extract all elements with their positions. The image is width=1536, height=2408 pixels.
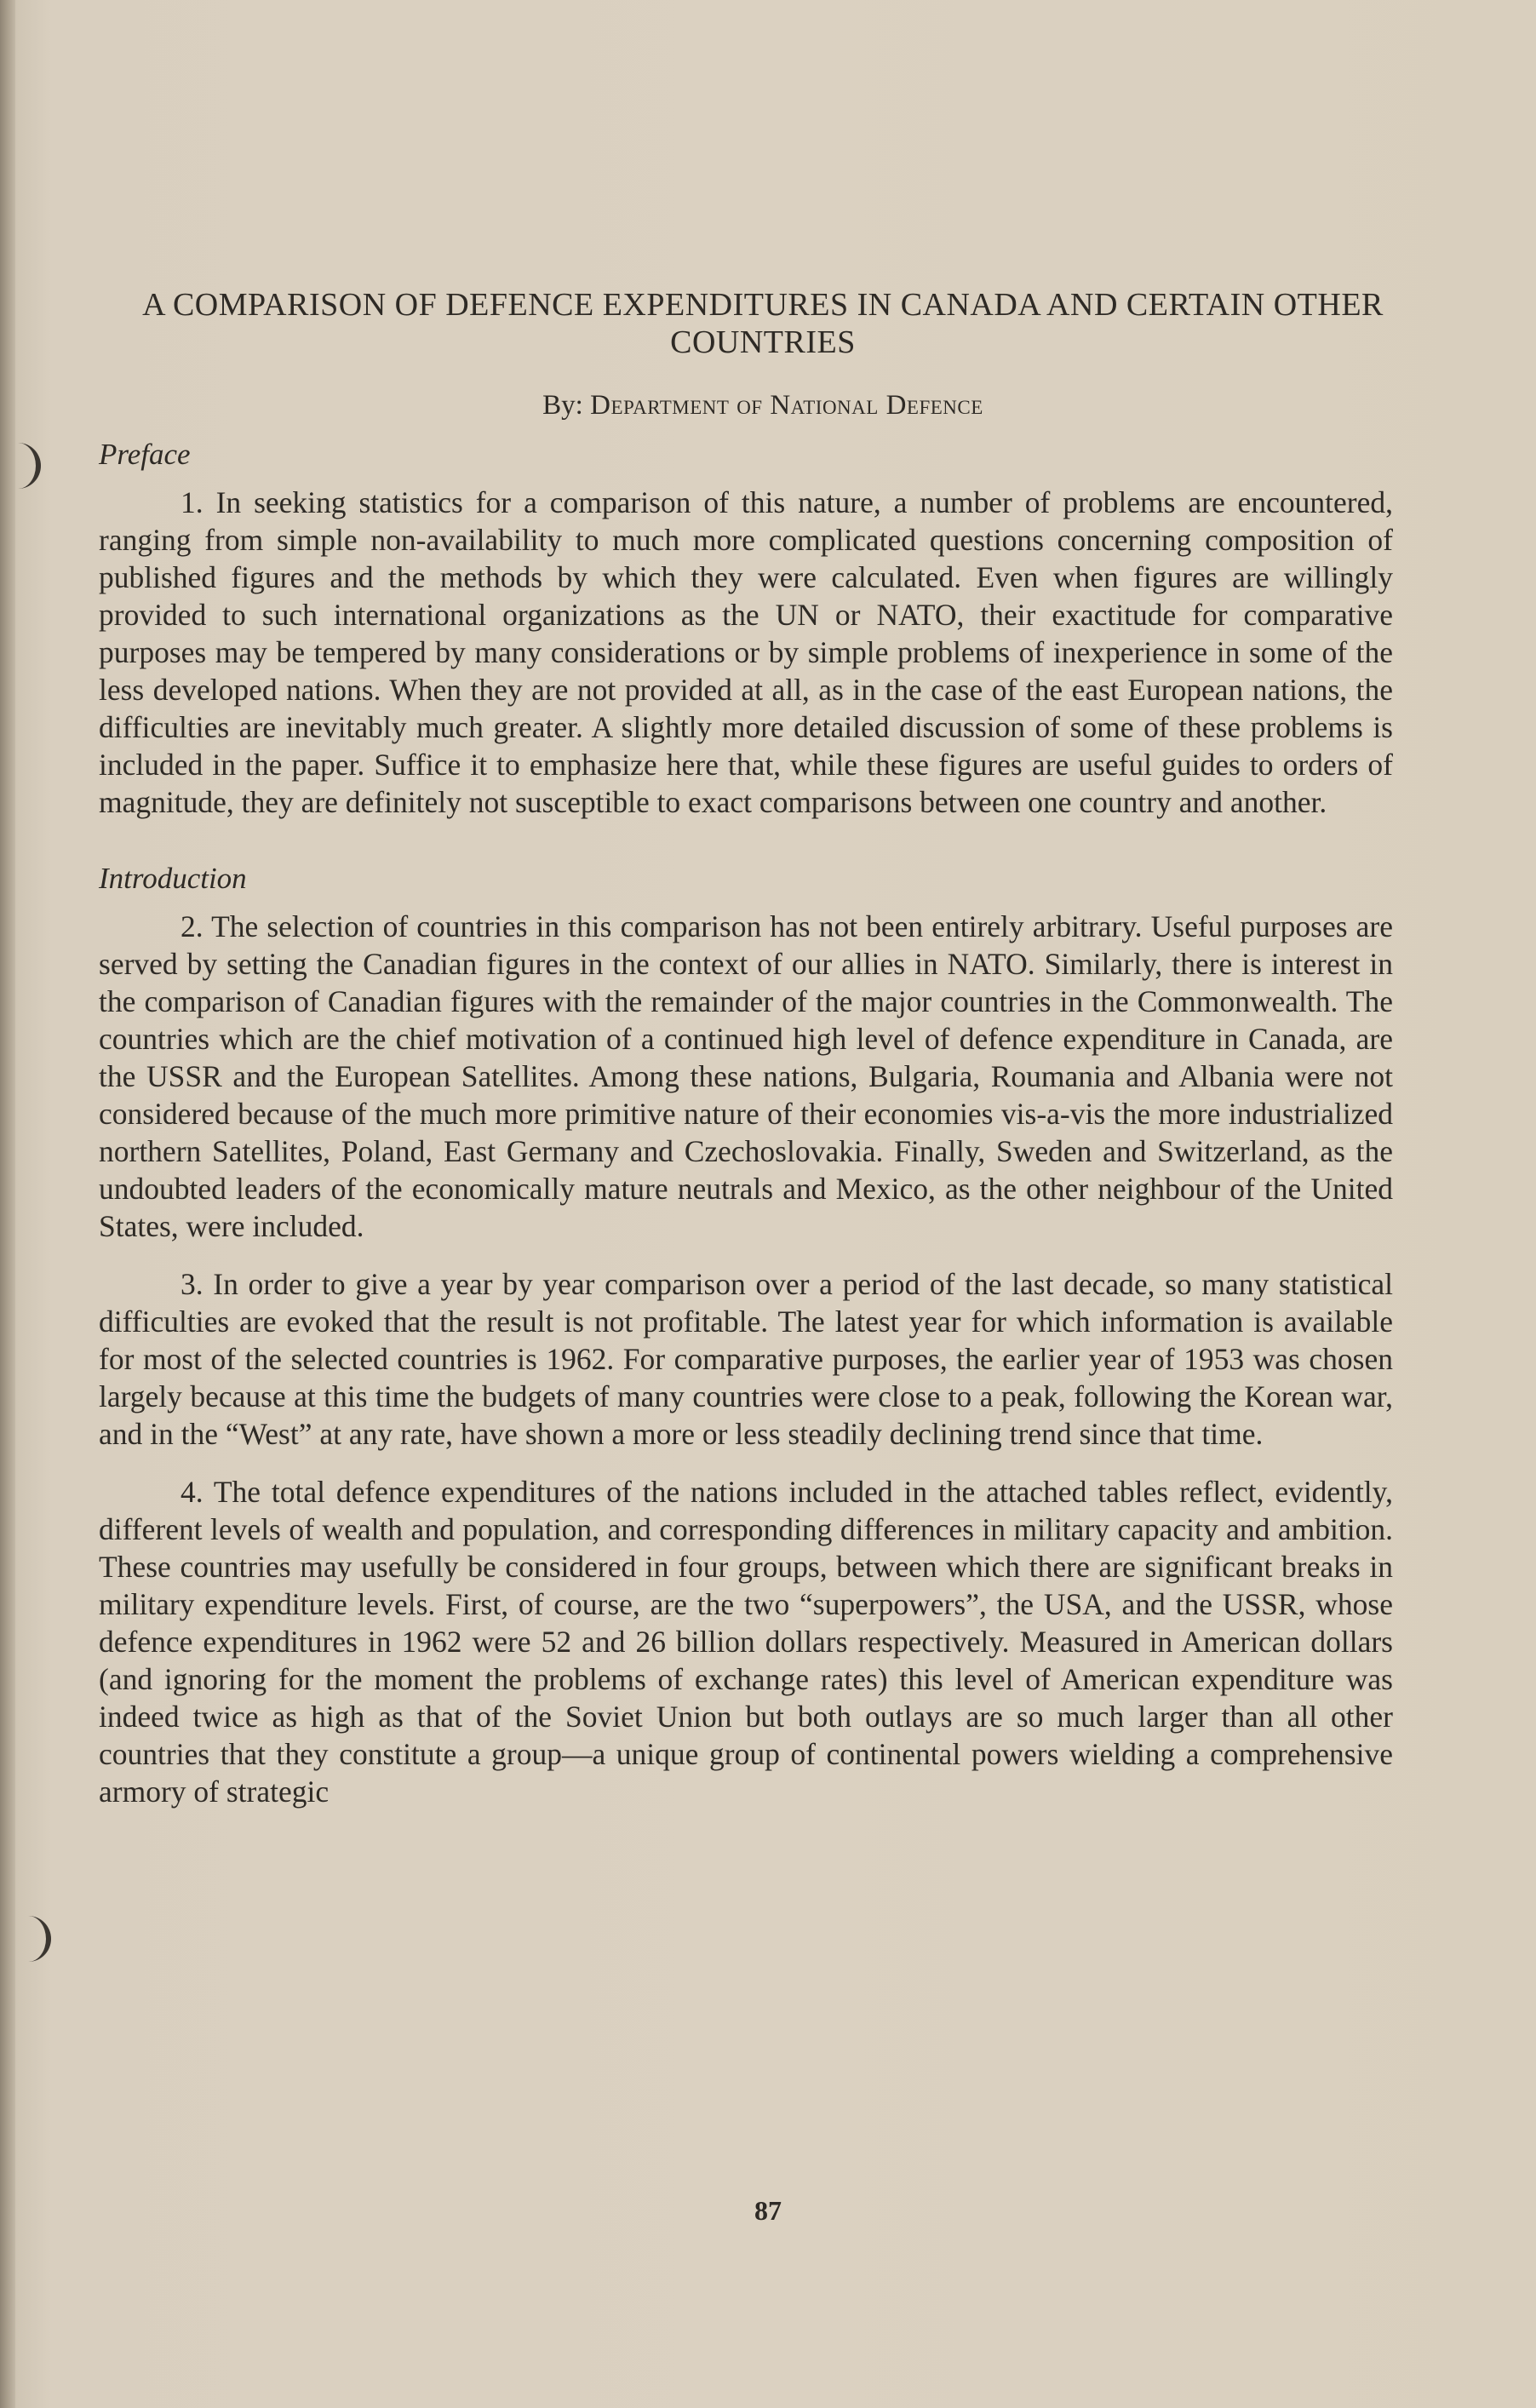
section-heading-introduction: Introduction (99, 862, 247, 895)
paragraph-2: 2. The selection of countries in this comparison has not been entirely arbitrary. Useful purposes are served by setting the Canadian figures in the context of our allies in NATO. Similarly, there is interest in the comparison of Canadian figures with the remainder of the major countries in the Commonwealth. The countries which are the chief motivation of a continued high level of defence expenditure in Canada, are the USSR and the European Satellites. Among these nations, Bulgaria, Roumania and Albania were not considered because of the much more primitive nature of their economies vis-a-vis the more industrialized northern Satellites, Poland, East Germany and Czechoslovakia. Finally, Sweden and Switzerland, as the undoubted leaders of the economically mature neutrals and Mexico, as the other neighbour of the United States, were included. (99, 909, 1393, 1243)
paragraph-1: 1. In seeking statistics for a comparison of this nature, a number of problems are encountered, ranging from simple non-availability to much more complicated questions concerning composition of published figures and the methods by which they were calculated. Even when figures are willingly provided to such international organizations as the UN or NATO, their exactitude for comparative purposes may be tempered by many considerations or by simple problems of inexperience in some of the less developed nations. When they are not provided at all, as in the case of the east European nations, the difficulties are inevitably much greater. A slightly more detailed discussion of some of these problems is included in the paper. Suffice it to emphasize here that, while these figures are useful guides to orders of magnitude, they are definitely not susceptible to exact comparisons between one country and another. (99, 485, 1393, 819)
byline-prefix: By: (542, 390, 583, 421)
page-number: 87 (754, 2195, 782, 2226)
paragraph-3: 3. In order to give a year by year comparison over a period of the last decade, so many statistical difficulties are evoked that the result is not profitable. The latest year for which information is available for most of the selected countries is 1962. For comparative purposes, the earlier year of 1953 was chosen largely because at this time the budgets of many countries were close to a peak, following the Korean war, and in the “West” at any rate, have shown a more or less steadily declining trend since that time. (99, 1267, 1393, 1451)
paragraph-4: 4. The total defence expenditures of the nations included in the attached tables reflect, evidently, different levels of wealth and population, and corresponding differences in military capacity and ambition. These countries may usefully be considered in four groups, between which there are significant breaks in military expenditure levels. First, of course, are the two “superpowers”, the USA, and the USSR, whose defence expenditures in 1962 were 52 and 26 billion dollars respectively. Measured in American dollars (and ignoring for the moment the problems of exchange rates) this level of American expenditure was indeed twice as high as that of the Soviet Union but both outlays are so much larger than all other countries that they constitute a group—a unique group of continental powers wielding a comprehensive armory of strategic (99, 1475, 1393, 1809)
punch-hole-mark (7, 443, 41, 489)
article-title: A COMPARISON OF DEFENCE EXPENDITURES IN CANADA AND CERTAIN OTHER COUNTRIES (142, 287, 1384, 360)
article-body (99, 286, 1393, 1810)
punch-hole-mark (17, 1916, 51, 1962)
section-heading-preface: Preface (99, 438, 191, 471)
binding-edge (0, 0, 15, 2408)
byline-author: Department of National Defence (590, 390, 983, 421)
byline (133, 388, 1393, 422)
